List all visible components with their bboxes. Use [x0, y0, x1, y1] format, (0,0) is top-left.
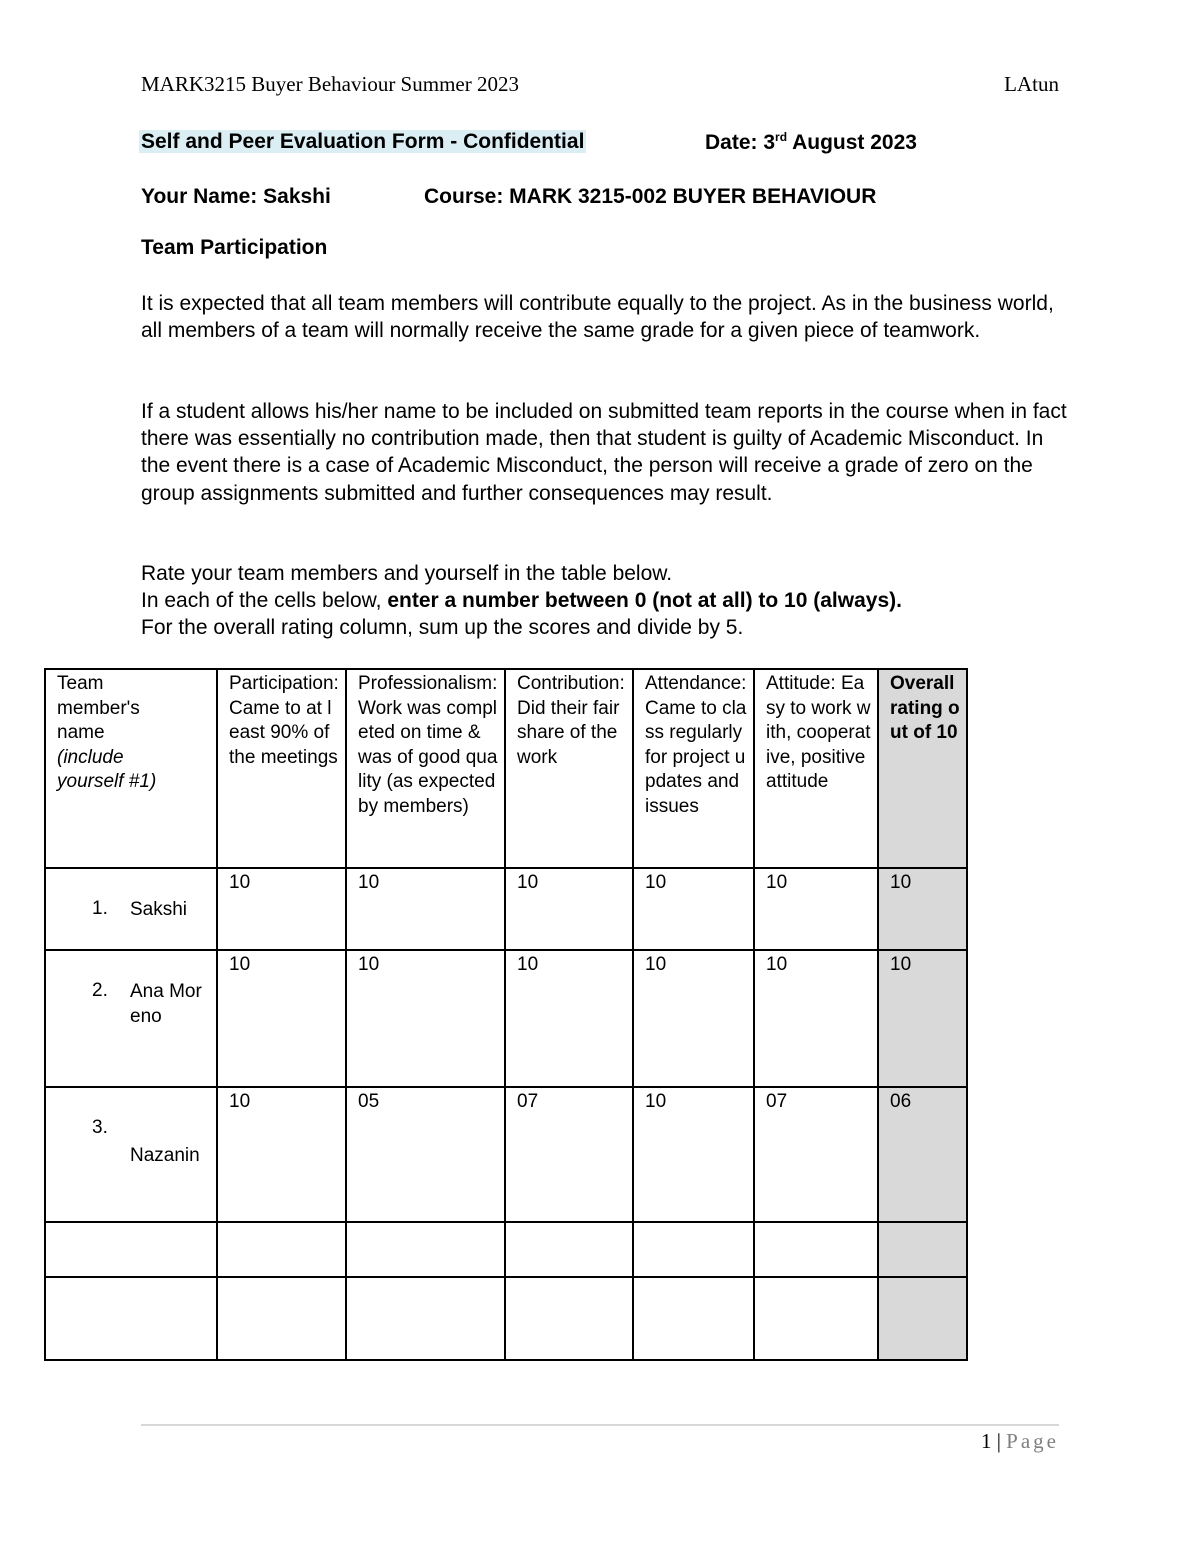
table-header-row: [45, 669, 967, 868]
attendance-score[interactable]: [633, 1222, 754, 1277]
student-name: Your Name: Sakshi: [141, 185, 331, 208]
date-rest: August 2023: [787, 131, 917, 154]
header-attendance: Attendance: Came to class regularly for project updates and issues: [633, 669, 754, 868]
professionalism-score[interactable]: 10: [346, 868, 505, 950]
member-name: Nazanin: [130, 1145, 200, 1166]
course-info: Course: MARK 3215-002 BUYER BEHAVIOUR: [424, 185, 877, 208]
instruction-scale-bold: enter a number between 0 (not at all) to 10 (always).: [387, 589, 902, 613]
attendance-score[interactable]: 10: [633, 950, 754, 1087]
date-suffix: rd: [775, 130, 788, 144]
overall-score[interactable]: 06: [878, 1087, 967, 1222]
participation-score[interactable]: 10: [217, 1087, 346, 1222]
attitude-score[interactable]: [754, 1222, 878, 1277]
attendance-score[interactable]: [633, 1277, 754, 1360]
table-row-empty: [45, 1277, 967, 1360]
member-name-cell[interactable]: [45, 1222, 217, 1277]
member-name-cell: [45, 868, 217, 950]
participation-expectation-paragraph: It is expected that all team members will contribute equally to the project. As in the business world, all members of a team will normally receive the same grade for a given piece of teamwork.: [141, 292, 1054, 343]
member-number: 2.: [92, 980, 108, 1001]
header-attitude: Attitude: Easy to work with, cooperative, positive attitude: [754, 669, 878, 868]
professionalism-score[interactable]: [346, 1222, 505, 1277]
document-header-author: LAtun: [1004, 72, 1059, 96]
table-row: [45, 950, 967, 1087]
header-participation: Participation: Came to at least 90% of the meetings: [217, 669, 346, 868]
form-title-line: [141, 130, 586, 154]
member-name-cell: [45, 1087, 217, 1222]
instruction-scale-pre: In each of the cells below,: [141, 589, 388, 613]
overall-score[interactable]: [878, 1222, 967, 1277]
header-name-italic: (include yourself #1): [57, 746, 157, 792]
attitude-score[interactable]: 07: [754, 1087, 878, 1222]
member-number: 1.: [92, 898, 108, 919]
section-heading: Team Participation: [141, 236, 328, 259]
table-row-empty: [45, 1222, 967, 1277]
header-name-text: Team member's name: [57, 673, 140, 743]
document-header-course: MARK3215 Buyer Behaviour Summer 2023: [141, 72, 519, 96]
table-row: [45, 868, 967, 950]
member-name-cell[interactable]: [45, 1277, 217, 1360]
contribution-score[interactable]: [505, 1277, 633, 1360]
attendance-score[interactable]: 10: [633, 868, 754, 950]
header-team-member-name: [45, 669, 217, 868]
form-title: Self and Peer Evaluation Form - Confidential: [141, 130, 585, 153]
member-name: Sakshi: [130, 899, 188, 920]
contribution-score[interactable]: 07: [505, 1087, 633, 1222]
attitude-score[interactable]: [754, 1277, 878, 1360]
footer-divider: [141, 1424, 1059, 1426]
header-contribution: Contribution: Did their fair share of the work: [505, 669, 633, 868]
participation-score[interactable]: 10: [217, 868, 346, 950]
professionalism-score[interactable]: [346, 1277, 505, 1360]
member-number: 3.: [92, 1117, 108, 1138]
overall-score[interactable]: 10: [878, 950, 967, 1087]
page-footer: [981, 1429, 1059, 1454]
overall-score[interactable]: [878, 1277, 967, 1360]
contribution-score[interactable]: 10: [505, 868, 633, 950]
attitude-score[interactable]: 10: [754, 950, 878, 1087]
member-name: Ana Moreno: [130, 981, 202, 1027]
page-separator: |: [991, 1429, 1007, 1453]
date-label: Date: 3: [705, 131, 776, 154]
overall-score[interactable]: 10: [878, 868, 967, 950]
header-overall-rating: Overall rating out of 10: [878, 669, 967, 868]
page-label: Page: [1006, 1429, 1059, 1453]
professionalism-score[interactable]: 05: [346, 1087, 505, 1222]
member-name-cell: [45, 950, 217, 1087]
participation-score[interactable]: [217, 1222, 346, 1277]
instruction-scale: [141, 587, 1071, 614]
professionalism-score[interactable]: 10: [346, 950, 505, 1087]
header-professionalism: Professionalism: Work was completed on time & was of good quality (as expected by members): [346, 669, 505, 868]
instruction-overall: For the overall rating column, sum up the scores and divide by 5.: [141, 616, 744, 640]
evaluation-table: [44, 668, 968, 1361]
form-date: [705, 130, 917, 155]
contribution-score[interactable]: [505, 1222, 633, 1277]
participation-score[interactable]: [217, 1277, 346, 1360]
contribution-score[interactable]: 10: [505, 950, 633, 1087]
instruction-rate: Rate your team members and yourself in the table below.: [141, 562, 673, 585]
table-row: [45, 1087, 967, 1222]
academic-misconduct-paragraph: If a student allows his/her name to be included on submitted team reports in the course when in fact there was essentially no contribution made, then that student is guilty of Academic Misconduct. In the event there is a case of Academic Misconduct, the person will receive a grade of zero on the group assignments submitted and further consequences may result.: [141, 400, 1067, 505]
attitude-score[interactable]: 10: [754, 868, 878, 950]
attendance-score[interactable]: 10: [633, 1087, 754, 1222]
participation-score[interactable]: 10: [217, 950, 346, 1087]
rating-instructions: [141, 560, 1071, 642]
page-number: 1: [980, 1429, 992, 1453]
